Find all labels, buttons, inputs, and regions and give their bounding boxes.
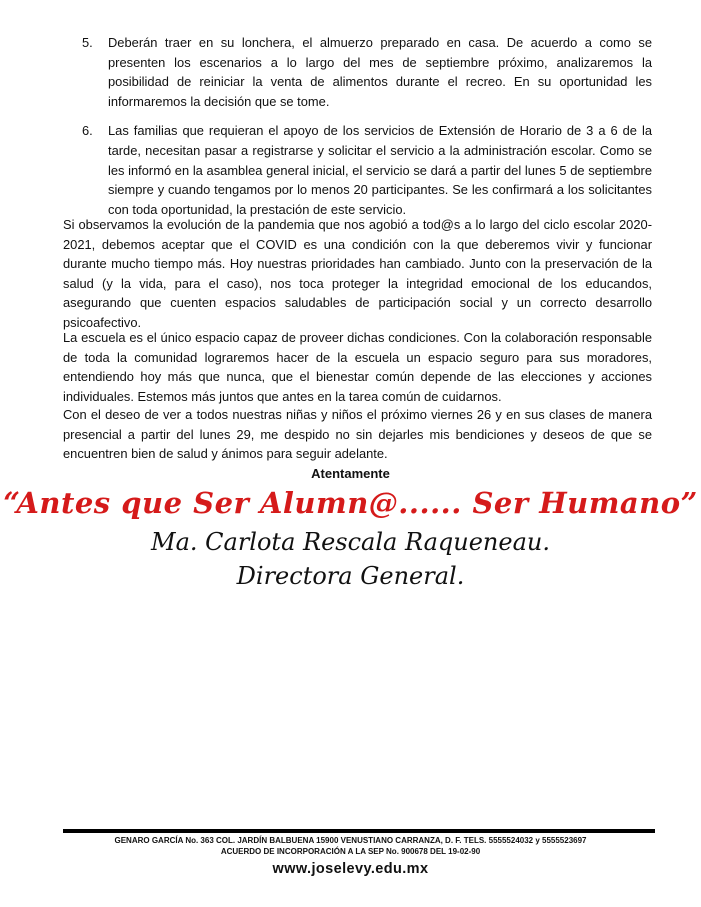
list-item <box>82 33 652 111</box>
list-item <box>82 121 652 219</box>
footer-website-link[interactable]: www.joselevy.edu.mx <box>272 861 429 877</box>
list-item-number: 5. <box>82 35 93 50</box>
footer-divider <box>63 829 655 833</box>
footer-incorporation: ACUERDO DE INCORPORACIÓN A LA SEP No. 900678 DEL 19-02-90 <box>220 847 481 856</box>
paragraph-pandemic: Si observamos la evolución de la pandemia que nos agobió a tod@s a lo largo del ciclo escolar 2020-2021, debemos aceptar que el COVID es una condición con la que deberemos vivir y funcionar durante mucho tiempo más. Hoy nuestras prioridades han cambiado. Junto con la preservación de la salud (y la vida, para el caso), nos toca proteger la integridad emocional de los educandos, asegurando que cuenten espacios saludables de participación social y un correcto desarrollo psicoafectivo. <box>63 217 652 330</box>
footer-address: GENARO GARCÍA No. 363 COL. JARDÍN BALBUENA 15900 VENUSTIANO CARRANZA, D. F. TELS. 5555524032 y 5555523697 <box>114 836 587 845</box>
list-item-text: Deberán traer en su lonchera, el almuerzo preparado en casa. De acuerdo a como se presenten los escenarios a lo largo del mes de septiembre próximo, analizaremos la posibilidad de reiniciar la venta de alimentos durante el recreo. En su oportunidad les informaremos la decisión que se tome. <box>108 35 652 109</box>
signer-name: Ma. Carlota Rescala Raqueneau. <box>151 528 550 556</box>
paragraph-school: La escuela es el único espacio capaz de proveer dichas condiciones. Con la colaboración responsable de toda la comunidad lograremos hacer de la escuela un espacio seguro para sus moradores, entendiendo hoy más que nunca, que el bienestar común depende de las elecciones y acciones individuales. Estemos más juntos que antes en la tarea común de cuidarnos. <box>63 330 652 404</box>
paragraph-farewell: Con el deseo de ver a todos nuestras niñas y niños el próximo viernes 26 y en sus clases de manera presencial a partir del lunes 29, me despido no sin dejarles mis bendiciones y deseos de que se encuentren bien de salud y ánimos para seguir adelante. <box>63 407 652 462</box>
signer-title: Directora General. <box>236 562 465 590</box>
list-item-text: Las familias que requieran el apoyo de los servicios de Extensión de Horario de 3 a 6 de la tarde, necesitan pasar a registrarse y solicitar el servicio a la administración escolar. Como se les informó en la asamblea general inicial, el servicio se dará a partir del lunes 5 de septiembre siempre y cuando tengamos por lo menos 20 participantes. Se les confirmará a los solicitantes con toda oportunidad, la prestación de este servicio. <box>108 123 652 217</box>
closing-salutation: Atentamente <box>311 466 390 481</box>
numbered-list <box>82 33 652 229</box>
school-motto: “Antes que Ser Alumn@...... Ser Humano” <box>3 486 698 520</box>
list-item-number: 6. <box>82 123 93 139</box>
